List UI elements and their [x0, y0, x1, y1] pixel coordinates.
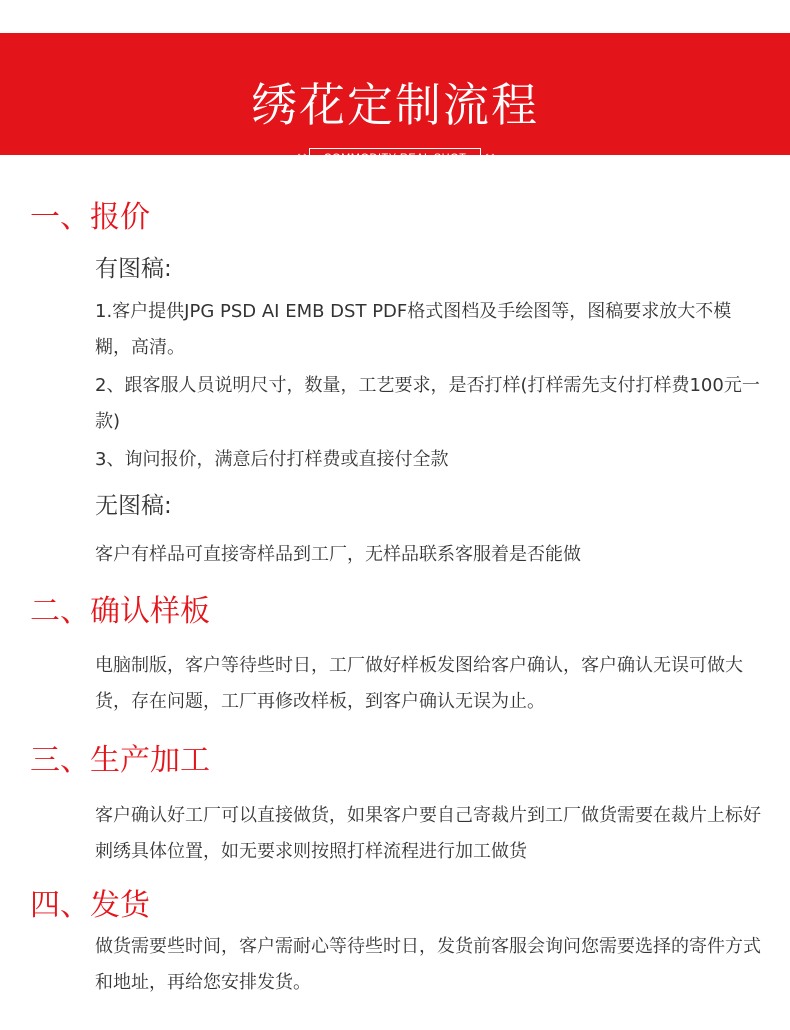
- section-heading-production: 三、生产加工: [30, 743, 210, 778]
- header-banner: [0, 33, 790, 164]
- shipping-text: 做货需要些时间，客户需耐心等待些时日，发货前客服会询问您需要选择的寄件方式和地址，再给您安排发货。: [95, 936, 761, 993]
- with-draft-item: 2、跟客服人员说明尺寸，数量，工艺要求，是否打样(打样需先支付打样费100元一款): [95, 375, 760, 432]
- page-title: 绣花定制流程: [251, 78, 539, 132]
- section-heading-shipping: 四、发货: [30, 888, 150, 923]
- confirm-sample-text: 电脑制版，客户等待些时日，工厂做好样板发图给客户确认，客户确认无误可做大货，存在问题，工厂再修改样板，到客户确认无误为止。: [95, 655, 743, 712]
- diamond-ornament-icon: ◇◇: [483, 152, 495, 163]
- without-draft-text: 客户有样品可直接寄样品到工厂，无样品联系客服着是否能做: [95, 544, 581, 565]
- diamond-ornament-icon: ◇◇: [295, 152, 307, 163]
- subtitle-row: [0, 147, 790, 169]
- section-heading-confirm-sample: 二、确认样板: [30, 594, 210, 629]
- production-text: 客户确认好工厂可以直接做货，如果客户要自己寄裁片到工厂做货需要在裁片上标好刺绣具体位置，如无要求则按照打样流程进行加工做货: [95, 805, 761, 862]
- section-heading-quote: 一、报价: [30, 200, 150, 235]
- with-draft-item: 1.客户提供JPG PSD AI EMB DST PDF格式图档及手绘图等，图稿要求放大不模糊，高清。: [95, 301, 732, 358]
- with-draft-label: 有图稿:: [95, 256, 172, 282]
- without-draft-label: 无图稿:: [95, 493, 172, 519]
- banner-subtitle: COMMODITY REAL SHOT: [309, 148, 482, 168]
- with-draft-item: 3、询问报价，满意后付打样费或直接付全款: [95, 449, 449, 470]
